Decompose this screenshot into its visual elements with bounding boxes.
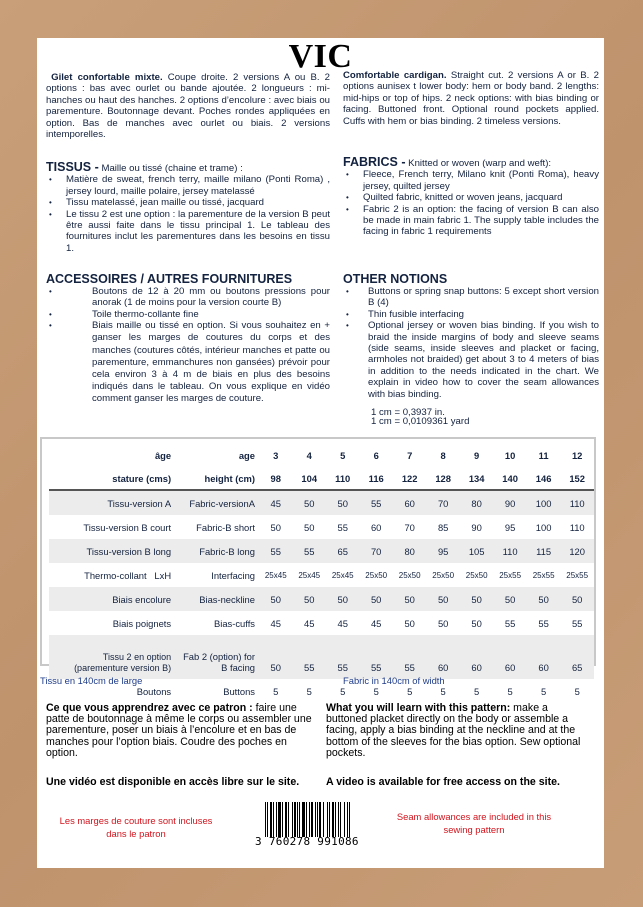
list-item: • Le tissu 2 est une option : la parementure de la version B peut être aussi faite dans le tissu principal 1. Le tableau des fournitures inclut les parementures dans les besoins en tissu 1. [46,209,330,255]
cell: 95 [504,521,516,533]
learn-fr [46,703,314,759]
row-label-en: Fab 2 (option) for B facing [177,635,259,679]
learn-fr-bold: Ce que vous apprendrez avec ce patron : [46,702,253,714]
cell: 5 [541,685,547,697]
cell: 50 [527,587,560,611]
row-label-fr: Thermo-collant LxH [84,569,172,581]
cell: 5 [574,685,580,697]
cell: 50 [292,490,325,515]
cell: 100 [527,490,560,515]
cell: 120 [560,539,594,563]
fabrics-fr-sub: Maille ou tissé (chaine et trame) : [98,163,243,174]
header-en: age [238,449,255,461]
cell: 90 [471,521,482,533]
cell: 5 [273,685,279,697]
list-item: • Fabric 2 is an option: the facing of version B can also be made in main fabric 1. The supply table includes the facing in fabric 1 requirements [343,204,599,238]
cell: 70 [404,521,415,533]
barcode-bars [265,802,367,837]
cell: 50 [326,490,359,515]
table-row [49,563,594,587]
cell: 45 [270,617,281,629]
row-label-fr: Tissu-version B long [49,539,177,563]
cell: 128 [426,467,459,490]
cell: 110 [326,467,359,490]
cell: 5 [440,685,446,697]
row-label-en: Buttons [223,685,255,697]
list-item: • Toile thermo-collante fine [46,309,330,320]
cell: 45 [259,490,292,515]
cell: 5 [340,449,346,461]
cell: 50 [326,587,359,611]
cell: 25x45 [331,570,354,580]
barcode [255,802,367,854]
conversion-yard: 1 cm = 0,0109361 yard [371,416,470,428]
cell: 45 [370,617,382,629]
header-en: height (cm) [177,467,259,490]
cell: 45 [337,617,348,629]
row-label-en: Bias-neckline [177,587,259,611]
cell: 60 [527,635,560,679]
cell: 50 [426,587,459,611]
notions-fr-heading: ACCESSOIRES / AUTRES FOURNITURES [46,272,293,286]
conversion-inch: 1 cm = 0,3937 in. [371,407,445,419]
seam-allowance-note-en: Seam allowances are included in this sewing pattern [396,811,552,835]
cell: 6 [373,449,379,461]
notions-fr-list [46,286,330,406]
cell: 85 [437,521,449,533]
row-label-en: Fabric-B short [196,521,255,533]
table-header-height [49,467,594,490]
intro-fr-bold: Gilet confortable mixte. [51,72,163,83]
cell: 55 [326,635,359,679]
notions-fr [46,272,330,406]
row-label-fr: Tissu-version A [49,490,177,515]
cell: 50 [393,587,426,611]
cell: 146 [527,467,560,490]
cell: 50 [259,587,292,611]
cell: 100 [535,521,552,533]
cell: 65 [560,635,594,679]
cell: 80 [393,539,426,563]
row-label-en: Fabric-B long [177,539,259,563]
learn-en [326,703,588,759]
cell: 5 [474,685,480,697]
table-row [49,490,594,515]
header-fr: stature (cms) [49,467,177,490]
supply-table [49,443,594,703]
unit-conversion [371,408,599,426]
cell: 55 [337,521,348,533]
cell: 5 [507,685,513,697]
list-item: • Matière de sweat, french terry, maille milano (Ponti Roma) , jersey lourd, maille polaire, jersey matelassé [46,174,330,197]
cell: 25x55 [566,570,589,580]
row-label-fr: Biais poignets [112,617,172,629]
barcode-number: 3 760278 991086 [255,835,359,848]
cell: 60 [460,635,493,679]
cell: 70 [426,490,459,515]
pattern-back-cover [37,38,604,868]
cell: 25x55 [532,570,555,580]
cell: 50 [259,635,292,679]
cell: 95 [426,539,459,563]
list-item: • Tissu matelassé, jean maille ou tissé, jacquard [46,197,330,208]
seam-allowance-note-fr: Les marges de couture sont incluses dans le patron [59,815,213,839]
fabrics-fr-list [46,174,330,254]
cell: 65 [326,539,359,563]
fabrics-en [343,155,599,238]
cell: 5 [373,685,379,697]
row-label-en: Fabric-versionA [177,490,259,515]
learn-en-text: make a buttoned placket directly on the body or assemble a facing, apply a bias binding at the neckline and at the bottom of the sleeves for the bias option. Sew optional pockets. [326,702,581,759]
cell: 152 [560,467,594,490]
cell: 50 [493,587,526,611]
cell: 55 [504,617,516,629]
cell: 55 [259,539,292,563]
cell: 105 [460,539,493,563]
table-row [49,539,594,563]
cell: 25x50 [465,570,488,580]
cell: 25x45 [264,570,287,580]
row-label-en: Interfacing [211,569,255,581]
intro-en [343,70,599,127]
header-fr: âge [154,449,172,461]
cell: 55 [292,539,325,563]
list-item: • Optional jersey or woven bias binding. If you wish to braid the inside margins of body and sleeve seams (side seams, inside sleeves and placket or facing, armholes not braided) get about 3 to 4 meters of bias in addition to the needs indicated in the chart. We explain in video how to cover the seam allowances with bias binding. [343,320,599,400]
fabrics-en-sub: Knitted or woven (warp and weft): [405,158,552,169]
video-note-fr: Une vidéo est disponible en accès libre sur le site. [46,776,300,788]
cell: 5 [306,685,312,697]
list-item: • Buttons or spring snap buttons: 5 except short version B (4) [343,286,599,309]
cell: 55 [571,617,583,629]
cell: 45 [304,617,315,629]
cell: 25x55 [499,570,522,580]
list-item: • Biais maille ou tissé en option. Si vous souhaitez en + ganser les marges de coutures du corps et des manches (coutures côtés, intérieur manches et patte ou parementure, emmanchures non gansées) prévoir pour cela environ 3 à 4 m de biais en plus des besoins indiqués dans le tableau. On vous explique en vidéo comment ganser les marges de couture. [46,320,330,405]
table-row [49,515,594,539]
cell: 4 [306,449,312,461]
intro-fr [46,72,330,140]
intro-en-text: Straight cut. 2 versions A or B. 2 options aunisex t lower body: hem or body band. 2 lengths: mid-hips or top of hips. 2 neck options: with bias binding or facing. Buttoned front. Optional round pockets applied. Cuffs with hem or bias binding. 2 timeless versions. [343,70,599,127]
fabrics-en-heading: FABRICS - [343,155,406,169]
cell: 60 [426,635,459,679]
cell: 11 [538,449,549,461]
cell: 50 [292,587,325,611]
cell: 25x50 [365,570,388,580]
intro-en-bold: Comfortable cardigan. [343,70,447,81]
cell: 70 [359,539,392,563]
cell: 110 [560,490,594,515]
list-item: • Thin fusible interfacing [343,309,599,320]
row-label-fr: Biais encolure [49,587,177,611]
cell: 122 [393,467,426,490]
cell: 25x50 [432,570,455,580]
list-item: • Boutons de 12 à 20 mm ou boutons pressions pour anorak (1 de moins pour la version courte B) [46,286,330,309]
table-row [49,635,594,679]
table-row [49,611,594,635]
cell: 50 [471,617,482,629]
cell: 10 [504,449,516,461]
row-label-fr: Boutons [136,685,172,697]
cell: 116 [359,467,392,490]
cell: 25x50 [398,570,421,580]
cell: 110 [493,539,526,563]
row-label-fr: Tissu 2 en option (parementure version B) [49,635,177,679]
cell: 25x45 [298,570,321,580]
row-label-fr: Tissu-version B court [83,521,172,533]
cell: 55 [393,635,426,679]
cell: 55 [359,635,392,679]
row-label-en: Bias-cuffs [214,617,255,629]
cell: 8 [440,449,446,461]
table-header-age [49,443,594,467]
cell: 134 [460,467,493,490]
cell: 60 [370,521,382,533]
cell: 3 [273,449,279,461]
fabric-width-note-fr: Tissu en 140cm de large [40,675,143,686]
cell: 60 [393,490,426,515]
intro-fr-text: Coupe droite. 2 versions A ou B. 2 options : bas avec ourlet ou bande ajoutée. 2 longueurs : mi-hanches ou haut des hanches. 2 options d’encolure : avec biais ou parementure. Boutonnage devant. Poches rondes appliquées en option. Bas de manches avec ourlet ou biais. 2 versions intemporelles. [46,72,330,141]
cell: 7 [407,449,413,461]
fabrics-fr [46,160,330,254]
cell: 110 [569,521,585,533]
cell: 5 [407,685,413,697]
fabrics-en-list [343,169,599,237]
notions-en-heading: OTHER NOTIONS [343,272,448,286]
cell: 9 [474,449,480,461]
cell: 60 [493,635,526,679]
cell: 115 [527,539,560,563]
cell: 80 [460,490,493,515]
cell: 50 [460,587,493,611]
cell: 50 [270,521,281,533]
cell: 12 [571,449,583,461]
table-row [49,587,594,611]
cell: 55 [292,635,325,679]
cell: 5 [340,685,346,697]
learn-fr-text: faire une patte de boutonnage à même le corps ou assembler une parementure, poser un biais à l’encolure et en bas de manches pour l’option biais. Coudre des poches en option. [46,702,312,759]
pattern-title: VIC [288,38,353,75]
list-item: • Fleece, French terry, Milano knit (Ponti Roma), heavy jersey, quilted jersey [343,169,599,192]
cell: 50 [560,587,594,611]
fabrics-fr-heading: TISSUS - [46,160,99,174]
cell: 50 [304,521,315,533]
cell: 140 [493,467,526,490]
learn-en-bold: What you will learn with this pattern: [326,702,511,714]
cell: 50 [437,617,449,629]
video-note-en: A video is available for free access on the site. [326,776,560,788]
cell: 55 [538,617,549,629]
cell: 98 [259,467,292,490]
cell: 50 [359,587,392,611]
notions-en-list [343,286,599,400]
cell: 55 [359,490,392,515]
notions-en [343,272,599,426]
cell: 50 [404,617,415,629]
list-item: • Quilted fabric, knitted or woven jeans, jacquard [343,192,599,203]
cell: 104 [292,467,325,490]
fabric-width-note-en: Fabric in 140cm of width [343,675,445,686]
cell: 90 [493,490,526,515]
